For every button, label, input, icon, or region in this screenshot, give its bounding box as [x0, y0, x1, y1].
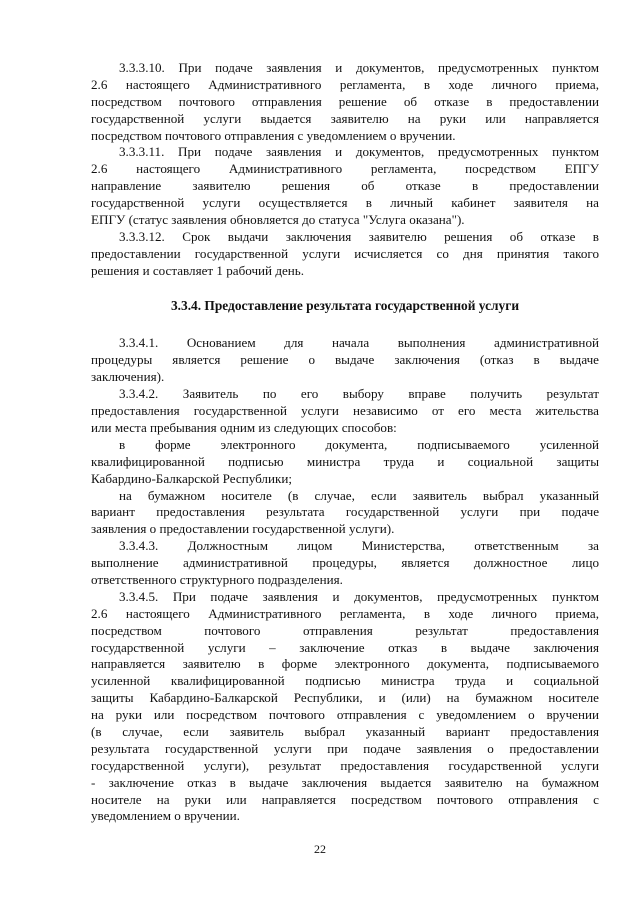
- text-line: 3.3.4.5. При подаче заявления и документов, предусмотренных пунктом: [119, 588, 599, 604]
- text-line: на руки или посредством почтового отправления с уведомлением о вручении: [91, 707, 599, 723]
- text-line: направление заявителю решения об отказе в предоставлении: [91, 178, 599, 194]
- text-line: в форме электронного документа, подписываемого усиленной: [119, 436, 599, 452]
- paragraphs-section-3-3-4: [91, 335, 599, 825]
- text-line: - заключение отказ в выдаче заключения выдается заявителю на бумажном: [91, 774, 599, 790]
- text-line: заключения).: [91, 369, 165, 385]
- paragraphs-section-3-3-3: [91, 60, 599, 280]
- text-line: выполнение административной процедуры, является должностное лицо: [91, 555, 599, 571]
- text-line: Кабардино-Балкарской Республики;: [91, 470, 292, 486]
- text-line: посредством почтового отправления с уведомлением о вручении.: [91, 127, 456, 143]
- section-heading: 3.3.4. Предоставление результата государственной услуги: [170, 297, 520, 313]
- text-line: на бумажном носителе (в случае, если заявитель выбрал указанный: [119, 487, 599, 503]
- text-line: направляется заявителю в форме электронного документа, подписываемого: [91, 656, 599, 672]
- text-line: усиленной квалифицированной подписью министра труда и социальной: [91, 673, 599, 689]
- text-line: 2.6 настоящего Административного регламента, в ходе личного приема,: [91, 605, 599, 621]
- text-line: 3.3.3.10. При подаче заявления и документов, предусмотренных пунктом: [119, 60, 599, 75]
- text-line: ЕПГУ (статус заявления обновляется до статуса "Услуга оказана").: [91, 212, 465, 228]
- text-line: ответственного структурного подразделения.: [91, 571, 343, 587]
- text-line: защиты Кабардино-Балкарской Республики, и (или) на бумажном носителе: [91, 690, 599, 706]
- text-line: предоставления государственной услуги независимо от его места жительства: [91, 403, 599, 419]
- text-line: (в случае, если заявитель выбрал указанный вариант предоставления: [91, 723, 599, 739]
- text-line: результата государственной услуги при подаче заявления о предоставлении: [91, 740, 599, 756]
- text-line: государственной услуги выдается заявителю на руки или направляется: [91, 110, 599, 126]
- document-body: [91, 60, 599, 825]
- text-line: государственной услуги – заключение отказ в выдаче заключения: [91, 639, 599, 655]
- text-line: 2.6 настоящего Административного регламента, в ходе личного приема,: [91, 76, 599, 92]
- text-line: процедуры является решение о выдаче заключения (отказ в выдаче: [91, 352, 599, 368]
- text-line: решения и составляет 1 рабочий день.: [91, 262, 305, 278]
- text-line: предоставлении государственной услуги исчисляется со дня принятия такого: [91, 245, 599, 261]
- text-line: посредством почтового отправления решение об отказе в предоставлении: [91, 93, 599, 109]
- text-line: или места пребывания одним из следующих способов:: [91, 419, 397, 435]
- text-line: 3.3.4.3. Должностным лицом Министерства, ответственным за: [119, 538, 599, 554]
- text-line: вариант предоставления результата государственной услуги при подаче: [91, 504, 599, 520]
- text-line: уведомлением о вручении.: [91, 808, 240, 824]
- text-line: 2.6 настоящего Административного регламента, посредством ЕПГУ: [91, 161, 599, 177]
- text-line: 3.3.4.1. Основанием для начала выполнения административной: [119, 335, 599, 351]
- text-line: 3.3.4.2. Заявитель по его выбору вправе получить результат: [119, 386, 599, 402]
- page-number: 22: [314, 842, 326, 856]
- text-line: носителе на руки или направляется посредством почтового отправления с: [91, 791, 599, 807]
- text-line: квалифицированной подписью министра труда и социальной защиты: [91, 453, 599, 469]
- text-line: 3.3.3.11. При подаче заявления и документов, предусмотренных пунктом: [119, 144, 599, 160]
- text-line: государственной услуги осуществляется в личный кабинет заявителя на: [91, 195, 599, 211]
- text-line: государственной услуги), результат предоставления государственной услуги: [91, 757, 599, 773]
- text-line: заявления о предоставлении государственной услуги).: [91, 521, 395, 537]
- text-line: 3.3.3.12. Срок выдачи заключения заявителю решения об отказе в: [119, 228, 599, 244]
- text-line: посредством почтового отправления результат предоставления: [91, 622, 599, 638]
